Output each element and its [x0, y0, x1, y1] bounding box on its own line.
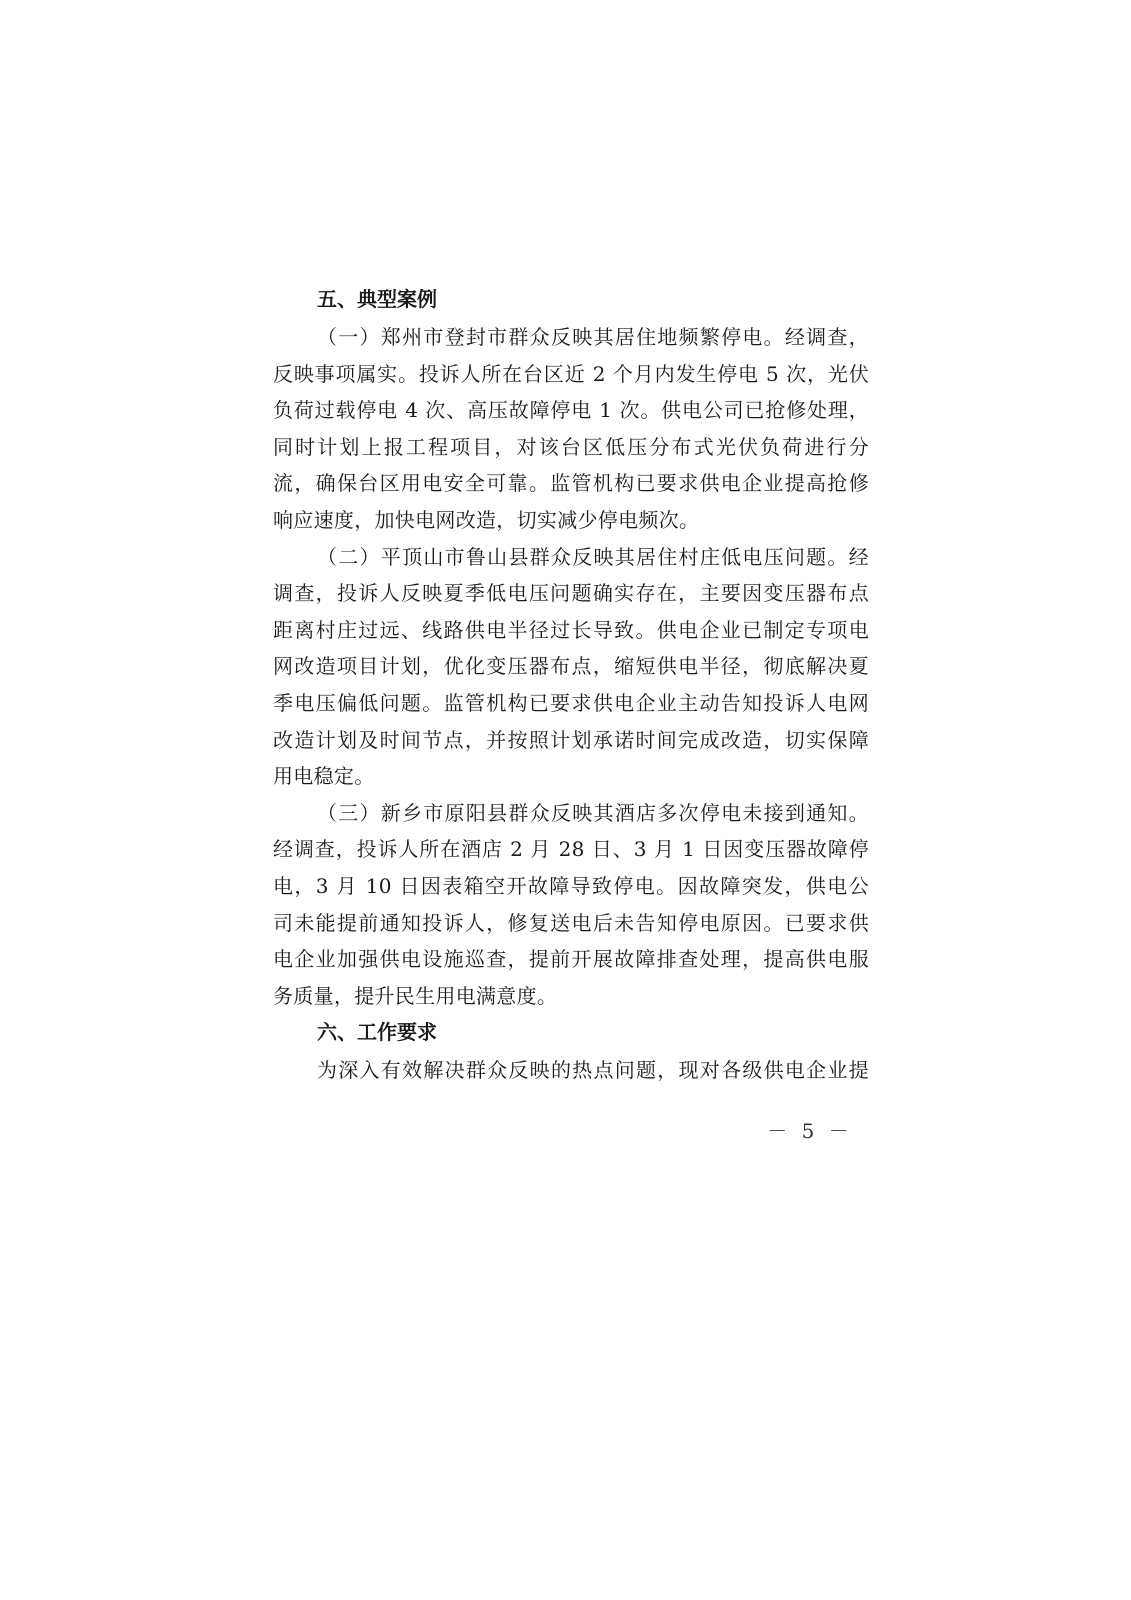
text-line: （二）平顶山市鲁山县群众反映其居住村庄低电压问题。经 — [317, 544, 869, 569]
text-line: 季电压偏低问题。监管机构已要求供电企业主动告知投诉人电网 — [273, 690, 869, 715]
text-line: 经调查，投诉人所在酒店 2 月 28 日、3 月 1 日因变压器故障停 — [273, 837, 869, 862]
text-line: 改造计划及时间节点，并按照计划承诺时间完成改造，切实保障 — [273, 727, 869, 752]
text-line: 响应速度，加快电网改造，切实减少停电频次。 — [273, 507, 700, 532]
text-line: 电，3 月 10 日因表箱空开故障导致停电。因故障突发，供电公 — [273, 873, 869, 898]
text-line: 负荷过载停电 4 次、高压故障停电 1 次。供电公司已抢修处理， — [273, 398, 869, 423]
text-line: 同时计划上报工程项目，对该台区低压分布式光伏负荷进行分 — [273, 434, 869, 459]
text-line: （三）新乡市原阳县群众反映其酒店多次停电未接到通知。 — [317, 800, 869, 825]
text-line: 网改造项目计划，优化变压器布点，缩短供电半径，彻底解决夏 — [273, 654, 869, 679]
text-line: 电企业加强供电设施巡查，提前开展故障排查处理，提高供电服 — [273, 947, 869, 972]
document-body — [273, 281, 869, 1089]
text-line: （一）郑州市登封市群众反映其居住地频繁停电。经调查， — [317, 325, 869, 349]
case-paragraph-3 — [273, 795, 869, 1015]
page-number: － 5 － — [767, 1119, 853, 1143]
text-line: 司未能提前通知投诉人，修复送电后未告知停电原因。已要求供 — [273, 910, 869, 935]
text-line: 调查，投诉人反映夏季低电压问题确实存在，主要因变压器布点 — [273, 581, 869, 606]
text-line: 距离村庄过远、线路供电半径过长导致。供电企业已制定专项电 — [273, 617, 869, 642]
text-line: 流，确保台区用电安全可靠。监管机构已要求供电企业提高抢修 — [273, 471, 869, 496]
requirements-paragraph — [273, 1052, 869, 1089]
text-line: 务质量，提升民生用电满意度。 — [273, 983, 558, 1008]
text-line: 反映事项属实。投诉人所在台区近 2 个月内发生停电 5 次，光伏 — [273, 361, 869, 386]
case-paragraph-1 — [273, 319, 869, 539]
section-heading-typical-cases: 五、典型案例 — [317, 287, 437, 311]
section-heading-work-requirements: 六、工作要求 — [317, 1020, 437, 1045]
case-paragraph-2 — [273, 539, 869, 795]
text-line: 用电稳定。 — [273, 764, 375, 789]
text-line: 为深入有效解决群众反映的热点问题，现对各级供电企业提 — [317, 1058, 869, 1083]
